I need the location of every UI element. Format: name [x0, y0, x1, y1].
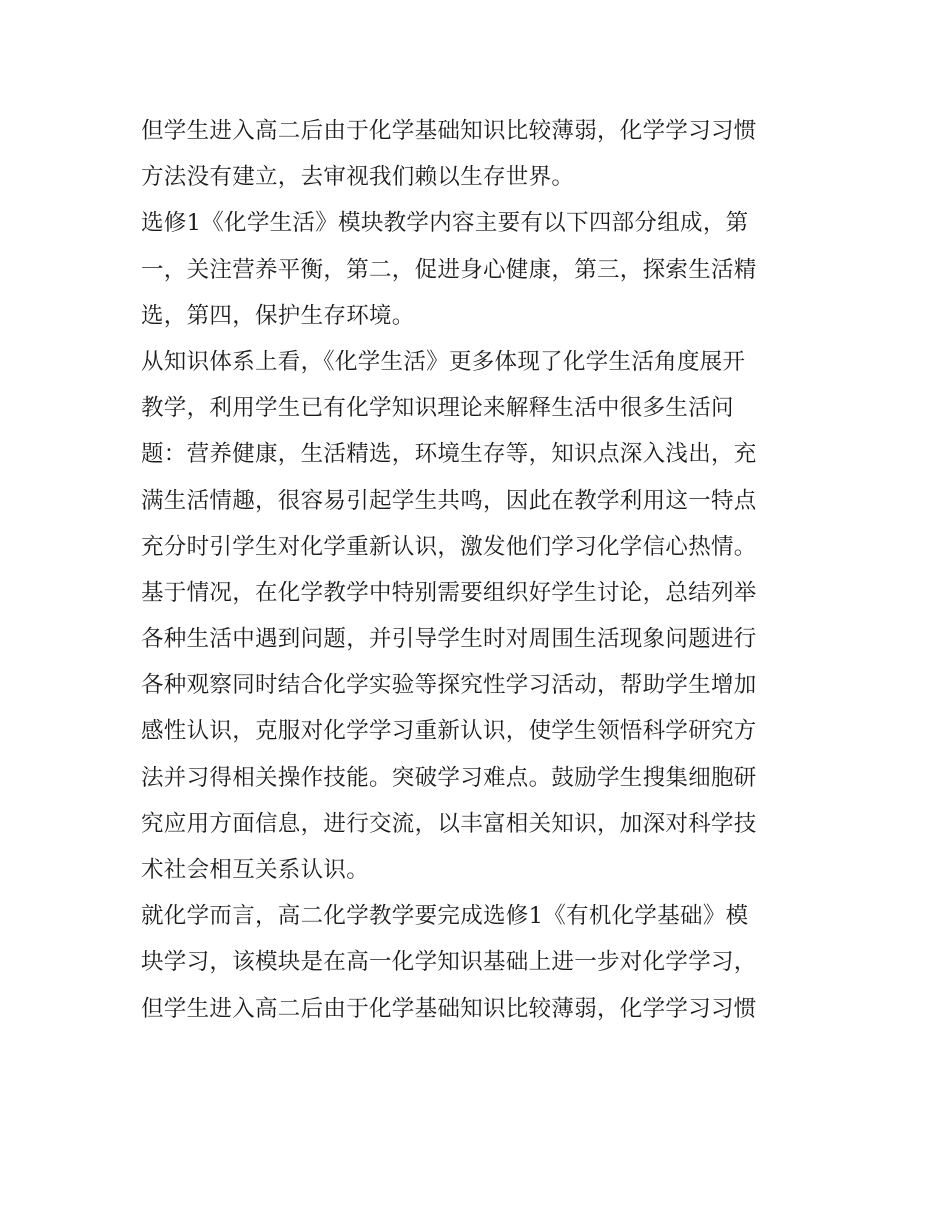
text-line: 术社会相互关系认识。	[141, 857, 370, 883]
text-line: 教学，利用学生已有化学知识理论来解释生活中很多生活问	[141, 395, 734, 422]
text-line: 选，第四，保护生存环境。	[141, 302, 415, 329]
text-line: 块学习，该模块是在高一化学知识基础上进一步对化学学习，	[141, 949, 757, 976]
text-line: 但学生进入高二后由于化学基础知识比较薄弱，化学学习习惯	[141, 995, 757, 1022]
text-line: 方法没有建立，去审视我们赖以生存世界。	[141, 164, 575, 191]
text-line: 一，关注营养平衡，第二，促进身心健康，第三，探索生活精	[141, 256, 757, 283]
body-text	[141, 108, 821, 1032]
text-line: 法并习得相关操作技能。突破学习难点。鼓励学生搜集细胞研	[141, 764, 757, 791]
text-line: 基于情况，在化学教学中特别需要组织好学生讨论，总结列举	[141, 579, 757, 606]
text-line: 题：营养健康，生活精选，环境生存等，知识点深入浅出，充	[141, 441, 757, 468]
text-line: 各种生活中遇到问题，并引导学生时对周围生活现象问题进行	[141, 626, 757, 653]
text-line: 各种观察同时结合化学实验等探究性学习活动，帮助学生增加	[141, 672, 757, 699]
text-line: 充分时引学生对化学重新认识，激发他们学习化学信心热情。	[141, 533, 757, 560]
text-line: 从知识体系上看，《化学生活》更多体现了化学生活角度展开	[141, 348, 746, 375]
text-line: 但学生进入高二后由于化学基础知识比较薄弱，化学学习习惯	[141, 118, 757, 144]
text-line: 选修1《化学生活》模块教学内容主要有以下四部分组成，第	[141, 210, 749, 237]
text-line: 就化学而言，高二化学教学要完成选修1《有机化学基础》模	[141, 903, 749, 930]
text-line: 究应用方面信息，进行交流，以丰富相关知识，加深对科学技	[141, 810, 757, 837]
text-line: 感性认识，克服对化学学习重新认识，使学生领悟科学研究方	[141, 718, 757, 745]
text-line: 满生活情趣，很容易引起学生共鸣，因此在教学利用这一特点	[141, 487, 757, 514]
